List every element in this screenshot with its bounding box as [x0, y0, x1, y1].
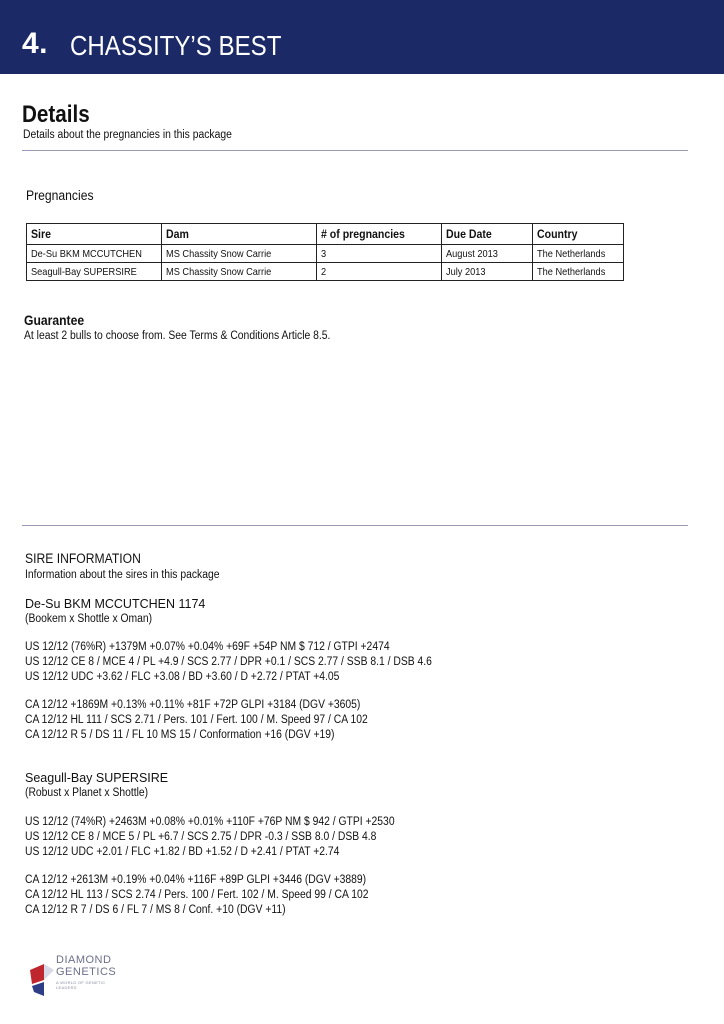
- sire-stat-line: US 12/12 CE 8 / MCE 4 / PL +4.9 / SCS 2.77 / DPR +0.1 / SCS 2.77 / SSB 8.1 / DSB 4.6: [25, 656, 432, 668]
- cell-due-date: August 2013: [442, 245, 533, 263]
- sire-stat-line: US 12/12 UDC +2.01 / FLC +1.82 / BD +1.52 / D +2.41 / PTAT +2.74: [25, 846, 340, 858]
- cell-dam: MS Chassity Snow Carrie: [162, 263, 317, 281]
- column-header-pregnancies: # of pregnancies: [317, 224, 442, 245]
- cell-dam: MS Chassity Snow Carrie: [162, 245, 317, 263]
- guarantee-heading: Guarantee: [24, 313, 85, 328]
- sire-stat-line: US 12/12 UDC +3.62 / FLC +3.08 / BD +3.60 / D +2.72 / PTAT +4.05: [25, 671, 340, 683]
- logo-text-line2: GENETICS: [56, 966, 117, 978]
- sire-pedigree: (Bookem x Shottle x Oman): [25, 613, 153, 625]
- cell-sire: De-Su BKM MCCUTCHEN: [27, 245, 162, 263]
- table-row: [27, 263, 624, 281]
- table-row: [27, 245, 624, 263]
- page-header: [0, 0, 724, 74]
- guarantee-text: At least 2 bulls to choose from. See Terms & Conditions Article 8.5.: [24, 330, 331, 342]
- table-header-row: [27, 224, 624, 245]
- cell-country: The Netherlands: [533, 263, 624, 281]
- sire-stat-line: CA 12/12 HL 113 / SCS 2.74 / Pers. 100 / Fert. 102 / M. Speed 99 / CA 102: [25, 889, 369, 901]
- sire-stat-line: CA 12/12 +2613M +0.19% +0.04% +116F +89P GLPI +3446 (DGV +3889): [25, 874, 367, 886]
- pregnancies-heading: Pregnancies: [26, 188, 94, 203]
- cell-sire: Seagull-Bay SUPERSIRE: [27, 263, 162, 281]
- details-heading: Details: [22, 101, 90, 128]
- sire-stat-line: CA 12/12 R 5 / DS 11 / FL 10 MS 15 / Conformation +16 (DGV +19): [25, 729, 335, 741]
- sire-info-subheading: Information about the sires in this package: [25, 569, 220, 581]
- cell-country: The Netherlands: [533, 245, 624, 263]
- cell-due-date: July 2013: [442, 263, 533, 281]
- sire-name: De-Su BKM MCCUTCHEN 1174: [25, 597, 206, 611]
- sire-info-heading: SIRE INFORMATION: [25, 551, 141, 566]
- sire-stat-line: US 12/12 (76%R) +1379M +0.07% +0.04% +69F +54P NM $ 712 / GTPI +2474: [25, 641, 390, 653]
- column-header-sire: Sire: [27, 224, 162, 245]
- diamond-genetics-logo: [28, 954, 118, 1000]
- section-number: 4.: [22, 27, 49, 60]
- logo-text-line1: DIAMOND: [56, 954, 112, 966]
- column-header-dam: Dam: [162, 224, 317, 245]
- column-header-due-date: Due Date: [442, 224, 533, 245]
- sire-stat-line: CA 12/12 +1869M +0.13% +0.11% +81F +72P GLPI +3184 (DGV +3605): [25, 699, 361, 711]
- sire-stat-line: CA 12/12 R 7 / DS 6 / FL 7 / MS 8 / Conf. +10 (DGV +11): [25, 904, 286, 916]
- pregnancies-table: [26, 223, 624, 281]
- logo-tagline: A WORLD OF GENETIC LEADERS: [56, 980, 106, 990]
- cell-pregnancies: 3: [317, 245, 442, 263]
- details-subheading: Details about the pregnancies in this package: [23, 129, 232, 141]
- sire-name: Seagull-Bay SUPERSIRE: [25, 771, 169, 785]
- divider: [22, 525, 688, 526]
- sire-stat-line: US 12/12 CE 8 / MCE 5 / PL +6.7 / SCS 2.75 / DPR -0.3 / SSB 8.0 / DSB 4.8: [25, 831, 377, 843]
- sire-pedigree: (Robust x Planet x Shottle): [25, 787, 149, 799]
- column-header-country: Country: [533, 224, 624, 245]
- sire-stat-line: CA 12/12 HL 111 / SCS 2.71 / Pers. 101 / Fert. 100 / M. Speed 97 / CA 102: [25, 714, 368, 726]
- cell-pregnancies: 2: [317, 263, 442, 281]
- sire-stat-line: US 12/12 (74%R) +2463M +0.08% +0.01% +110F +76P NM $ 942 / GTPI +2530: [25, 816, 395, 828]
- section-title: CHASSITY’S BEST: [70, 30, 282, 61]
- divider: [22, 150, 688, 151]
